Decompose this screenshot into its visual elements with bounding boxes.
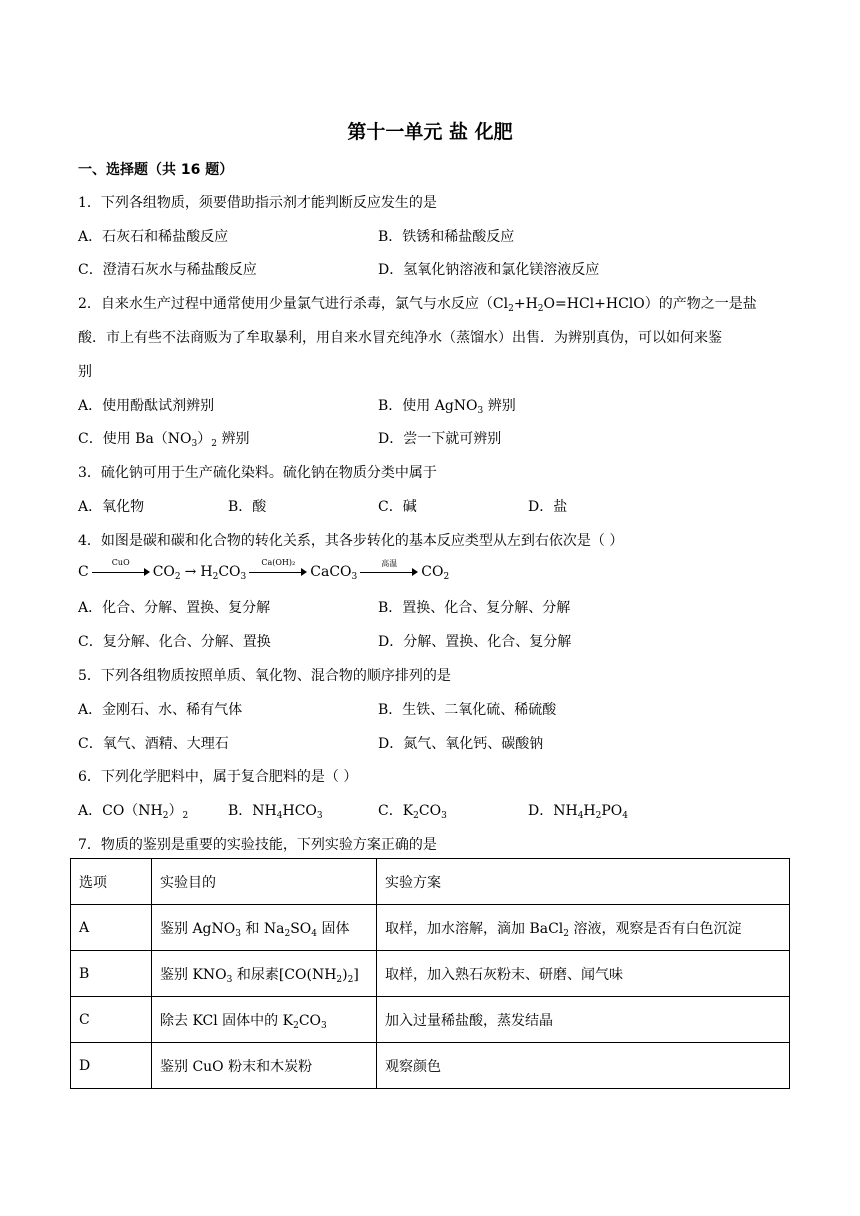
row-plan: 观察颜色 [377,1043,790,1089]
table-header-row [71,859,790,905]
q3-option-d: D．盐 [528,499,568,515]
q4-option-c: C．复分解、化合、分解、置换 [78,634,271,650]
question-3-stem: 3．硫化钠可用于生产硫化染料。硫化钠在物质分类中属于 [78,465,437,481]
q5-option-d: D．氮气、氧化钙、碳酸钠 [378,736,544,752]
row-option: C [71,997,152,1043]
q2-option-b: B．使用 AgNO$_3$ 辨别 [378,398,516,416]
q2-option-a: A．使用酚酞试剂辨别 [78,398,215,414]
table-row [71,905,790,951]
header-goal: 实验目的 [152,859,377,905]
q6-option-b: B．$NH_4HCO_3$ [228,803,323,821]
q5-option-b: B．生铁、二氧化硫、稀硫酸 [378,702,557,718]
question-2-stem-line2: 酸．市上有些不法商贩为了牟取暴利，用自来水冒充纯净水（蒸馏水）出售．为辨别真伪，可以如何来鉴 [78,330,722,346]
reaction-chain: C CuO $CO_2 \to H_2CO_3$ Ca(OH)₂ CaCO$_3$ 高温 $CO_2$ [78,558,450,582]
q1-option-c: C．澄清石灰水与稀盐酸反应 [78,262,257,278]
q6-option-c: C．$K_2CO_3$ [378,803,447,821]
arrow-with-condition: Ca(OH)₂ [249,567,307,577]
q3-option-a: A．氧化物 [78,499,145,515]
question-5-stem: 5．下列各组物质按照单质、氧化物、混合物的顺序排列的是 [78,668,451,684]
question-4-stem: 4．如图是碳和碳和化合物的转化关系，其各步转化的基本反应类型从左到右依次是（ ） [78,533,624,549]
q4-option-b: B．置换、化合、复分解、分解 [378,600,571,616]
q5-option-a: A．金刚石、水、稀有气体 [78,702,243,718]
q6-option-d: D．$NH_4H_2PO_4$ [528,803,629,821]
row-goal: 鉴别 AgNO$_3$ 和 $Na_2SO_4$ 固体 [152,905,377,951]
table-row [71,997,790,1043]
row-goal: 除去 KCl 固体中的 $K_2CO_3$ [152,997,377,1043]
question-2-stem-line1: 2．自来水生产过程中通常使用少量氯气进行杀毒，氯气与水反应$(Cl_2+H_2O=HCl+HClO)$的产物之一是盐 [78,296,757,314]
arrow-with-condition: CuO [92,567,150,577]
q3-option-c: C．碱 [378,499,417,515]
q3-option-b: B．酸 [228,499,267,515]
row-option: A [71,905,152,951]
table-row [71,1043,790,1089]
header-plan: 实验方案 [377,859,790,905]
row-goal: 鉴别 $KNO_3$ 和尿素$[CO(NH_2)_2]$ [152,951,377,997]
arrow: → [184,564,197,580]
row-plan: 取样，加水溶解，滴加 BaCl$_2$ 溶液，观察是否有白色沉淀 [377,905,790,951]
q2-option-c: C．使用 $Ba(NO_3)_2$ 辨别 [78,431,250,449]
section-heading: 一、选择题（共 16 题） [78,162,234,178]
question-2-stem-line3: 别 [78,364,92,380]
page-title: 第十一单元 盐 化肥 [347,121,513,143]
question-7-stem: 7．物质的鉴别是重要的实验技能，下列实验方案正确的是 [78,837,437,853]
row-plan: 取样，加入熟石灰粉末、研磨、闻气味 [377,951,790,997]
q4-option-d: D．分解、置换、化合、复分解 [378,634,572,650]
row-plan: 加入过量稀盐酸，蒸发结晶 [377,997,790,1043]
row-goal: 鉴别 CuO 粉末和木炭粉 [152,1043,377,1089]
arrow-with-condition: 高温 [360,567,418,577]
question-1-stem: 1．下列各组物质，须要借助指示剂才能判断反应发生的是 [78,195,437,211]
row-option: B [71,951,152,997]
q6-option-a: A．$CO(NH_2)_2$ [78,803,189,821]
row-option: D [71,1043,152,1089]
table-row [71,951,790,997]
q1-option-d: D．氢氧化钠溶液和氯化镁溶液反应 [378,262,600,278]
header-option: 选项 [71,859,152,905]
q2-option-d: D．尝一下就可辨别 [378,431,502,447]
q1-option-a: A．石灰石和稀盐酸反应 [78,229,229,245]
experiment-table [70,858,790,1089]
q4-option-a: A．化合、分解、置换、复分解 [78,600,271,616]
question-6-stem: 6．下列化学肥料中，属于复合肥料的是（ ） [78,769,358,785]
q5-option-c: C．氧气、酒精、大理石 [78,736,229,752]
q1-option-b: B．铁锈和稀盐酸反应 [378,229,515,245]
